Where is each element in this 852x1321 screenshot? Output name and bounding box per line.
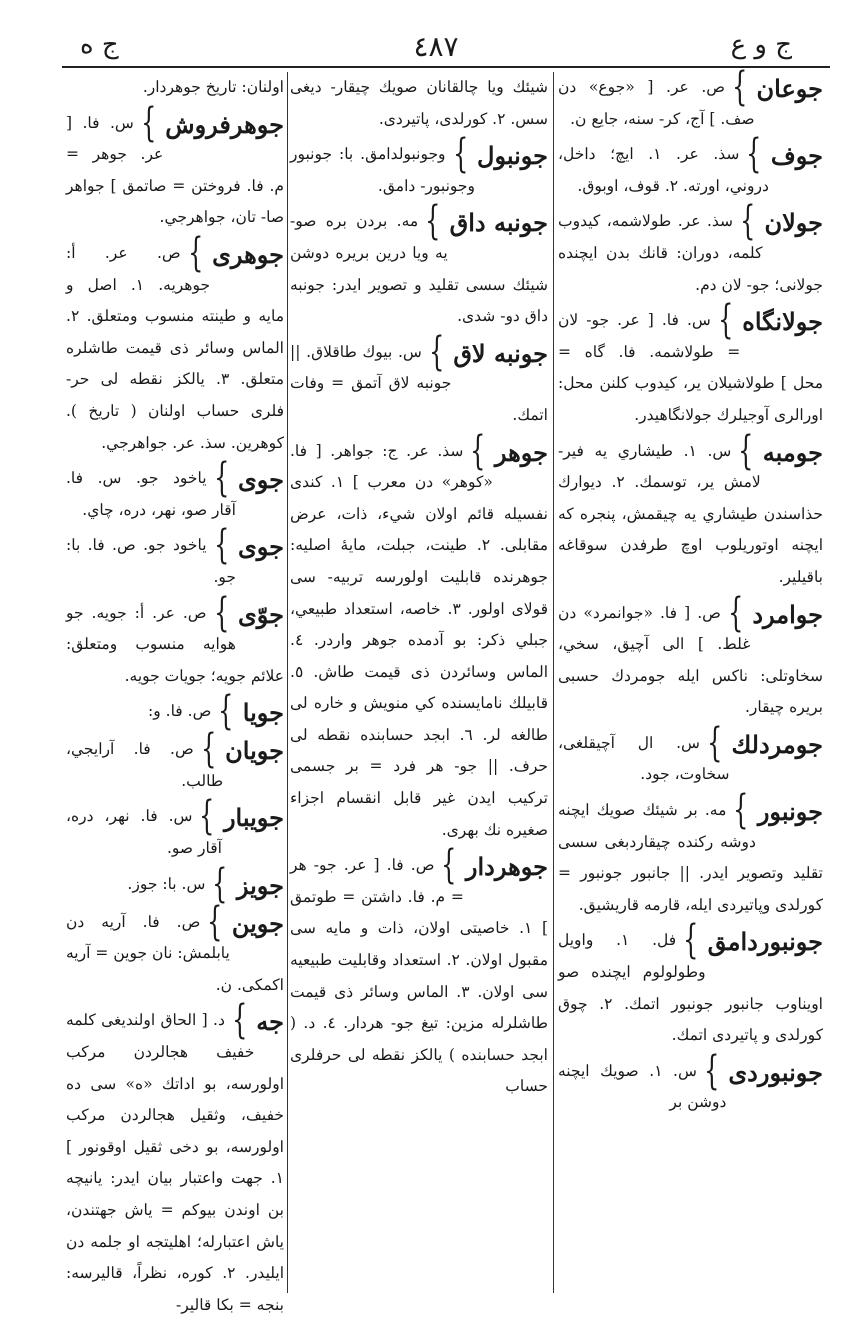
entry-definition: اولنان: تاريخ جوهردار. bbox=[142, 78, 284, 96]
header-rule bbox=[62, 66, 830, 68]
entry-headword: جويبار bbox=[223, 803, 284, 833]
entry-headword: جولانگاه bbox=[742, 307, 823, 337]
entry-definition: ص. فا. آريه دن يابلمش: نان جوين = آريه اكمكى. ن. bbox=[66, 912, 284, 994]
dictionary-entry bbox=[558, 917, 823, 1051]
entry-headword: جونبه داق bbox=[449, 208, 548, 238]
dictionary-entry bbox=[290, 198, 548, 332]
entry-brace: } bbox=[740, 198, 756, 245]
column-middle bbox=[290, 72, 548, 1293]
header-guide-left: ج ه bbox=[80, 30, 119, 60]
dictionary-entry bbox=[66, 793, 284, 864]
entry-definition: د. [ الحاق اولنديغى كلمه خفيف هجالردن مركب اولورسه، بو اداتك «ه» سى ده خفيف، وثقيل هجالردن مركب اولورسه، بو دخى ثقيل اوقونور ] ١. جهت واعتبار بيان ايدر: يانيچه بن اوندن بيوكم = ياش جهتندن، ياش اعتبارله؛ اهليتجه او جلمه دن ايليدر. ٢. كوره، نظراً، قاليرسه: بنجه = بكا قالير- bbox=[66, 1011, 284, 1314]
column-divider-1 bbox=[553, 72, 554, 1293]
entry-definition: سذ. عر. ج: جواهر. [ فا. «كوهر» دن معرب ] ١. كندى نفسيله قائم اولان شيء، ذات، عرض مقابلى. ٢. طينت، جبلت، مايهٔ اصليه: جوهرنده قابليت اولورسه تربيه- سى قولاى اولور. ٣. خاصه، استعداد طبيعي، جبلي ذكر: بو آدمده جوهر واردر. ٤. الماس وسائردن ذى قيمت طاش. ٥. قابيلك نامايسنده كي منويش و خاره لى طالغه لر. ٦. ابجد حسابنده نقطه لى حرف. || جو- هر فرد = بر جسمى تركيب ايدن غير قابل انقسام اجزاء صغيره نك بهرى. bbox=[290, 441, 549, 839]
dictionary-entry bbox=[290, 427, 549, 847]
dictionary-entry bbox=[290, 842, 548, 1103]
entry-brace: } bbox=[213, 455, 229, 502]
entry-definition: س. بيوك طاقلاق. || جونبه لاق آتمق = وفات اتمك. bbox=[290, 342, 548, 424]
entry-brace: } bbox=[738, 427, 754, 474]
dictionary-entry bbox=[66, 726, 284, 797]
entry-definition: س. فا. [ عر. جو- لان = طولاشمه. فا. گاه = محل ] طولاشيلان ير، كيدوب كلنن محل: اورالرى آوجيلرك جولانگاهيدر. bbox=[558, 311, 823, 424]
dictionary-entry bbox=[66, 898, 284, 1002]
entry-definition: سذ. عر. طولاشمه، كيدوب كلمه، دوران: قانك بدن ايچنده جولانى؛ جو- لان دم. bbox=[558, 212, 823, 294]
entry-headword: جوهرى bbox=[212, 239, 284, 269]
dictionary-entry bbox=[290, 72, 548, 135]
entry-brace: } bbox=[717, 297, 734, 344]
entry-headword: جولان bbox=[764, 208, 823, 238]
dictionary-entry bbox=[558, 787, 823, 921]
entry-headword: جومبه bbox=[762, 437, 823, 467]
dictionary-entry bbox=[66, 229, 285, 459]
entry-definition: ص. عر. أ: جويه. جو هوايه منسوب ومتعلق: علائم جويه؛ جويات جويه. bbox=[66, 603, 284, 685]
dictionary-entry bbox=[558, 64, 823, 135]
column-right bbox=[558, 64, 823, 1293]
entry-headword: جونبول bbox=[477, 141, 548, 171]
entry-headword: جوى bbox=[237, 465, 284, 495]
entry-headword: جوهر bbox=[494, 437, 548, 467]
entry-headword: جونبور bbox=[757, 797, 823, 827]
entry-brace: } bbox=[727, 589, 744, 636]
header-guide-right: ج و ع bbox=[730, 30, 792, 60]
dictionary-entry bbox=[66, 997, 284, 1321]
entry-headword: جوين bbox=[231, 908, 284, 938]
entry-definition: ص. عر. أ: جوهريه. ١. اصل و مايه و طينته منسوب ومتعلق. ٢. الماس وسائر ذى قيمت طاشلره متعلق. ٣. يالكز نقطه لى حر- فلرى حساب اولنان ( تاريخ ). كوهرين. سذ. عر. جواهرجي. bbox=[66, 243, 285, 452]
entry-definition: ص. فا. آرايجي، طالب. bbox=[66, 740, 224, 790]
entry-definition: ص. [ فا. «جوانمرد» دن غلط. ] الى آچيق، سخي، سخاوتلى: ناكس ايله جومردك حسبى بريره چيقار. bbox=[558, 603, 823, 717]
entry-definition: س. فا. نهر، دره، آقار صو. bbox=[66, 807, 222, 858]
entry-brace: } bbox=[470, 427, 486, 474]
dictionary-entry bbox=[66, 860, 284, 907]
dictionary-entry bbox=[66, 99, 284, 234]
entry-brace: } bbox=[683, 917, 699, 964]
entry-definition: سذ. عر. ١. ايچ؛ داخل، دروني، اورته. ٢. قوف، اوبوق. bbox=[558, 145, 769, 195]
column-divider-2 bbox=[287, 72, 288, 1293]
entry-definition: ياخود جو. ص. فا. با: جو. bbox=[66, 536, 236, 586]
entry-definition: س. ١. طيشاري يه فير- لامش ير، توسمك. ٢. ديوارك حذاسندن طيشاري يه چيقمش، پنجره كه ايچنه اوتوريلوب اوچ طرفدن سوقاغه باقيلير. bbox=[558, 441, 823, 586]
dictionary-entry bbox=[558, 427, 823, 594]
entry-headword: جوهردار bbox=[465, 852, 548, 882]
dictionary-entry bbox=[558, 297, 823, 431]
entry-headword: جوهرفروش bbox=[165, 109, 284, 139]
entry-brace: } bbox=[200, 726, 217, 773]
entry-brace: } bbox=[732, 64, 748, 110]
entry-brace: } bbox=[187, 229, 203, 276]
dictionary-entry bbox=[558, 1047, 823, 1119]
entry-brace: } bbox=[213, 589, 229, 636]
entry-brace: } bbox=[746, 131, 762, 178]
entry-headword: جه bbox=[256, 1007, 284, 1037]
entry-definition: فل. ١. واويل وطولولوم ايچنده صو اويناوب جانبور جونبور اتمك. ٢. چوق كورلدى و پاتيردى اتمك. bbox=[558, 931, 823, 1045]
entry-brace: } bbox=[733, 787, 749, 834]
entry-brace: } bbox=[707, 719, 723, 766]
entry-brace: } bbox=[212, 860, 228, 907]
dictionary-entry bbox=[66, 522, 284, 593]
entry-brace: } bbox=[428, 328, 445, 375]
entry-brace: } bbox=[207, 898, 223, 945]
entry-definition: مه. بردن بره صو- يه ويا درين بريره دوشن شيئك سسى تقليد و تصوير ايدر: جونبه داق دو- شدى. bbox=[290, 212, 548, 326]
column-left bbox=[66, 72, 285, 1314]
dictionary-entry bbox=[66, 688, 284, 735]
entry-headword: جومردلك bbox=[731, 729, 823, 759]
entry-definition: س. فا. [ عر. جوهر = م. فا. فروختن = صاتمق ] جواهر صا- تان، جواهرجي. bbox=[66, 113, 284, 227]
entry-headword: جويا bbox=[242, 698, 284, 728]
entry-headword: جونبوردامق bbox=[707, 927, 823, 957]
entry-headword: جونبه لاق bbox=[453, 338, 548, 368]
entry-headword: جويان bbox=[225, 736, 284, 766]
entry-headword: جوّى bbox=[237, 599, 284, 629]
dictionary-entry bbox=[558, 131, 823, 202]
dictionary-entry bbox=[290, 131, 548, 202]
dictionary-entry bbox=[290, 328, 548, 432]
dictionary-entry bbox=[66, 455, 284, 526]
entry-headword: جوامرد bbox=[752, 599, 823, 629]
dictionary-entry bbox=[66, 589, 284, 693]
dictionary-entry bbox=[558, 198, 823, 301]
entry-brace: } bbox=[213, 522, 229, 569]
entry-definition: س. با: جوز. bbox=[127, 874, 206, 893]
entry-definition: س. ال آچيقلغى، سخاوت، جود. bbox=[558, 733, 730, 784]
entry-definition: ص. فا. [ عر. جو- هر = م. فا. داشتن = طوتمق ] ١. خاصيتى اولان، ذات و مايه سى مقبول اولان. ٢. استعداد وقابليت طبيعيه سى اولان. ٣. الماس وسائر ذى قيمت طاشلرله مزين: تيغ جو- هردار. ٤. د. ( ابجد حسابنده ) يالكز نقطه لى حرفلرى حساب bbox=[290, 856, 548, 1096]
entry-headword: جويز bbox=[236, 870, 284, 900]
page-header bbox=[80, 28, 792, 68]
entry-brace: } bbox=[140, 99, 157, 146]
dictionary-entry bbox=[66, 72, 284, 104]
entry-definition: س. ١. صويك ايچنه دوشن بر bbox=[558, 1061, 727, 1112]
entry-brace: } bbox=[218, 688, 234, 735]
entry-brace: } bbox=[441, 842, 457, 889]
entry-headword: جوف bbox=[770, 141, 823, 171]
entry-definition: مه. بر شيئك صويك ايچنه دوشه ركنده چيقاردبغى سسى تقليد وتصوير ايدر. || جانبور جونبور = كورلدى وپاتيردى ايله، قارمه قاريشيق. bbox=[558, 801, 823, 914]
entry-brace: } bbox=[425, 198, 441, 245]
dictionary-entry bbox=[558, 589, 823, 724]
entry-brace: } bbox=[231, 997, 248, 1044]
entry-brace: } bbox=[452, 131, 468, 178]
entry-definition: ص. عر. [ «جوع» دن صف. ] آج، كر- سنه، جايع ن. bbox=[558, 78, 755, 128]
entry-brace: } bbox=[704, 1047, 720, 1094]
entry-headword: جونبوردى bbox=[728, 1057, 823, 1087]
entry-definition: ياخود جو. س. فا. آقار صو، نهر، دره، چاي. bbox=[66, 469, 236, 519]
entry-headword: جوى bbox=[237, 532, 284, 562]
page-number: ٤٨٧ bbox=[413, 30, 459, 63]
entry-definition: ص. فا. و: bbox=[148, 702, 212, 721]
entry-headword: جوعان bbox=[756, 74, 823, 103]
entry-definition: وجونبولدامق. با: جونبور وجونبور- دامق. bbox=[290, 145, 475, 195]
dictionary-entry bbox=[558, 719, 823, 791]
entry-definition: شيئك ويا چالقانان صويك چيقار- ديغى سس. ٢. كورلدى، پاتيردى. bbox=[290, 78, 548, 128]
entry-brace: } bbox=[199, 793, 215, 840]
